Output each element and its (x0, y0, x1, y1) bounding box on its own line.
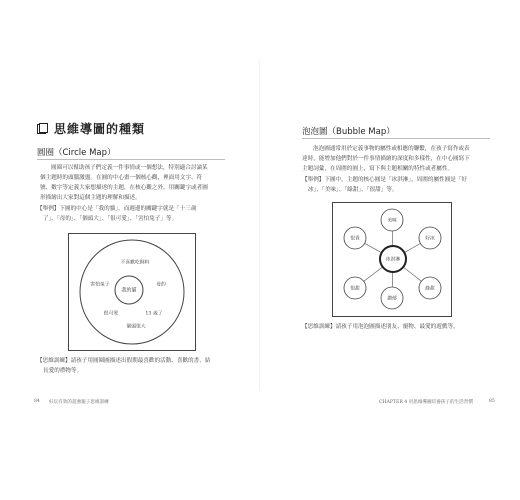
bubble-map-example (302, 175, 467, 195)
bubble-map-exercise (302, 322, 459, 332)
keyword: 母的 (156, 282, 166, 288)
footer-page-number: 85 (489, 399, 495, 404)
description-line: 形描繪出大家對這個主題的理解和描述。 (40, 195, 141, 201)
section-title: 思維導圖的種類 (54, 122, 146, 136)
attribute: 濃郁 (387, 296, 397, 302)
keyword: 不喜歡吃飼料 (120, 260, 150, 266)
example-line: 【舉例】下圖的中心是「我的貓」，而週邊的關鍵字就是「十三歲 (37, 206, 197, 212)
exercise-line: 長愛的禮物等。 (43, 368, 83, 374)
description-line: 達時，能增加他們對於一件事情描繪的深度和多樣性，在中心圓寫下 (302, 156, 470, 162)
circle-map-description (40, 163, 208, 203)
example-line: 了」、「母的」、「個頭大」、「很可愛」、「害怕兔子」等。 (43, 216, 178, 222)
attribute: 很貴 (350, 236, 360, 242)
book-icon (37, 123, 48, 134)
description-line: 號、數字等定義大家想描述的主題，在核心觀之外，用關鍵字或者圖 (40, 185, 208, 191)
attribute: 很甜 (350, 286, 360, 292)
attribute: 綠甜 (425, 286, 435, 292)
keyword: 13 歲了 (145, 311, 163, 317)
exercise-line: 【思維訓練】請孩子用圓圈圖描述出假期最喜歡的活動、喜歡的書、結 (37, 358, 211, 364)
circle-map-heading: 圓圈（Circle Map） (37, 148, 116, 158)
bubble-map-heading: 泡泡圖（Bubble Map） (302, 127, 395, 137)
heading-underline (37, 159, 225, 160)
description-line: 主題詞彙，在周圍的圓上，寫下與主題相關的特性或者屬性。 (302, 166, 454, 172)
core-topic: 冰淇淋 (385, 257, 401, 263)
keyword: 很可愛 (103, 311, 119, 317)
bubble-map-diagram (332, 202, 452, 317)
footer-page-number: 84 (34, 399, 40, 404)
description-line: 泡泡圖通常用於定義事物的屬性或相應的聯繫，在孩子寫作或表 (313, 146, 470, 152)
example-line: 【舉例】下圖中，主題的核心圓是「冰淇淋」，周圍的屬性圓是「好 (302, 177, 468, 183)
footer-book-title: 好玩有效的超強親子思維訓練 (49, 400, 109, 405)
bubble-map-description (302, 144, 470, 174)
right-page (260, 0, 520, 500)
example-line: 冰」、「美味」、「綠甜」、「很甜」等。 (308, 187, 398, 193)
center-topic: 我的貓 (121, 287, 137, 294)
attribute: 好冰 (425, 236, 435, 242)
heading-underline (302, 138, 490, 139)
keyword: 個頭很大 (126, 324, 146, 330)
circle-map-exercise (37, 356, 210, 376)
footer-chapter-title: CHAPTER 4 用思維導圖培養孩子的生活習慣 (379, 400, 473, 405)
circle-map-diagram (68, 233, 196, 351)
description-line: 圓圈可以幫助孩子們定義一件事情或一個想法，特別適合討論某 (51, 165, 208, 171)
section-header (37, 120, 145, 137)
description-line: 個主題時的頭腦激盪。在圓的中心畫一個核心觀，裡面用文字、符 (40, 175, 203, 181)
circle-map-example (37, 204, 196, 224)
attribute: 美味 (387, 218, 397, 224)
keyword: 害怕兔子 (90, 282, 110, 288)
exercise-line: 【思維訓練】請孩子用泡泡圖描述朋友、寵物、最愛的遊戲等。 (302, 324, 459, 330)
